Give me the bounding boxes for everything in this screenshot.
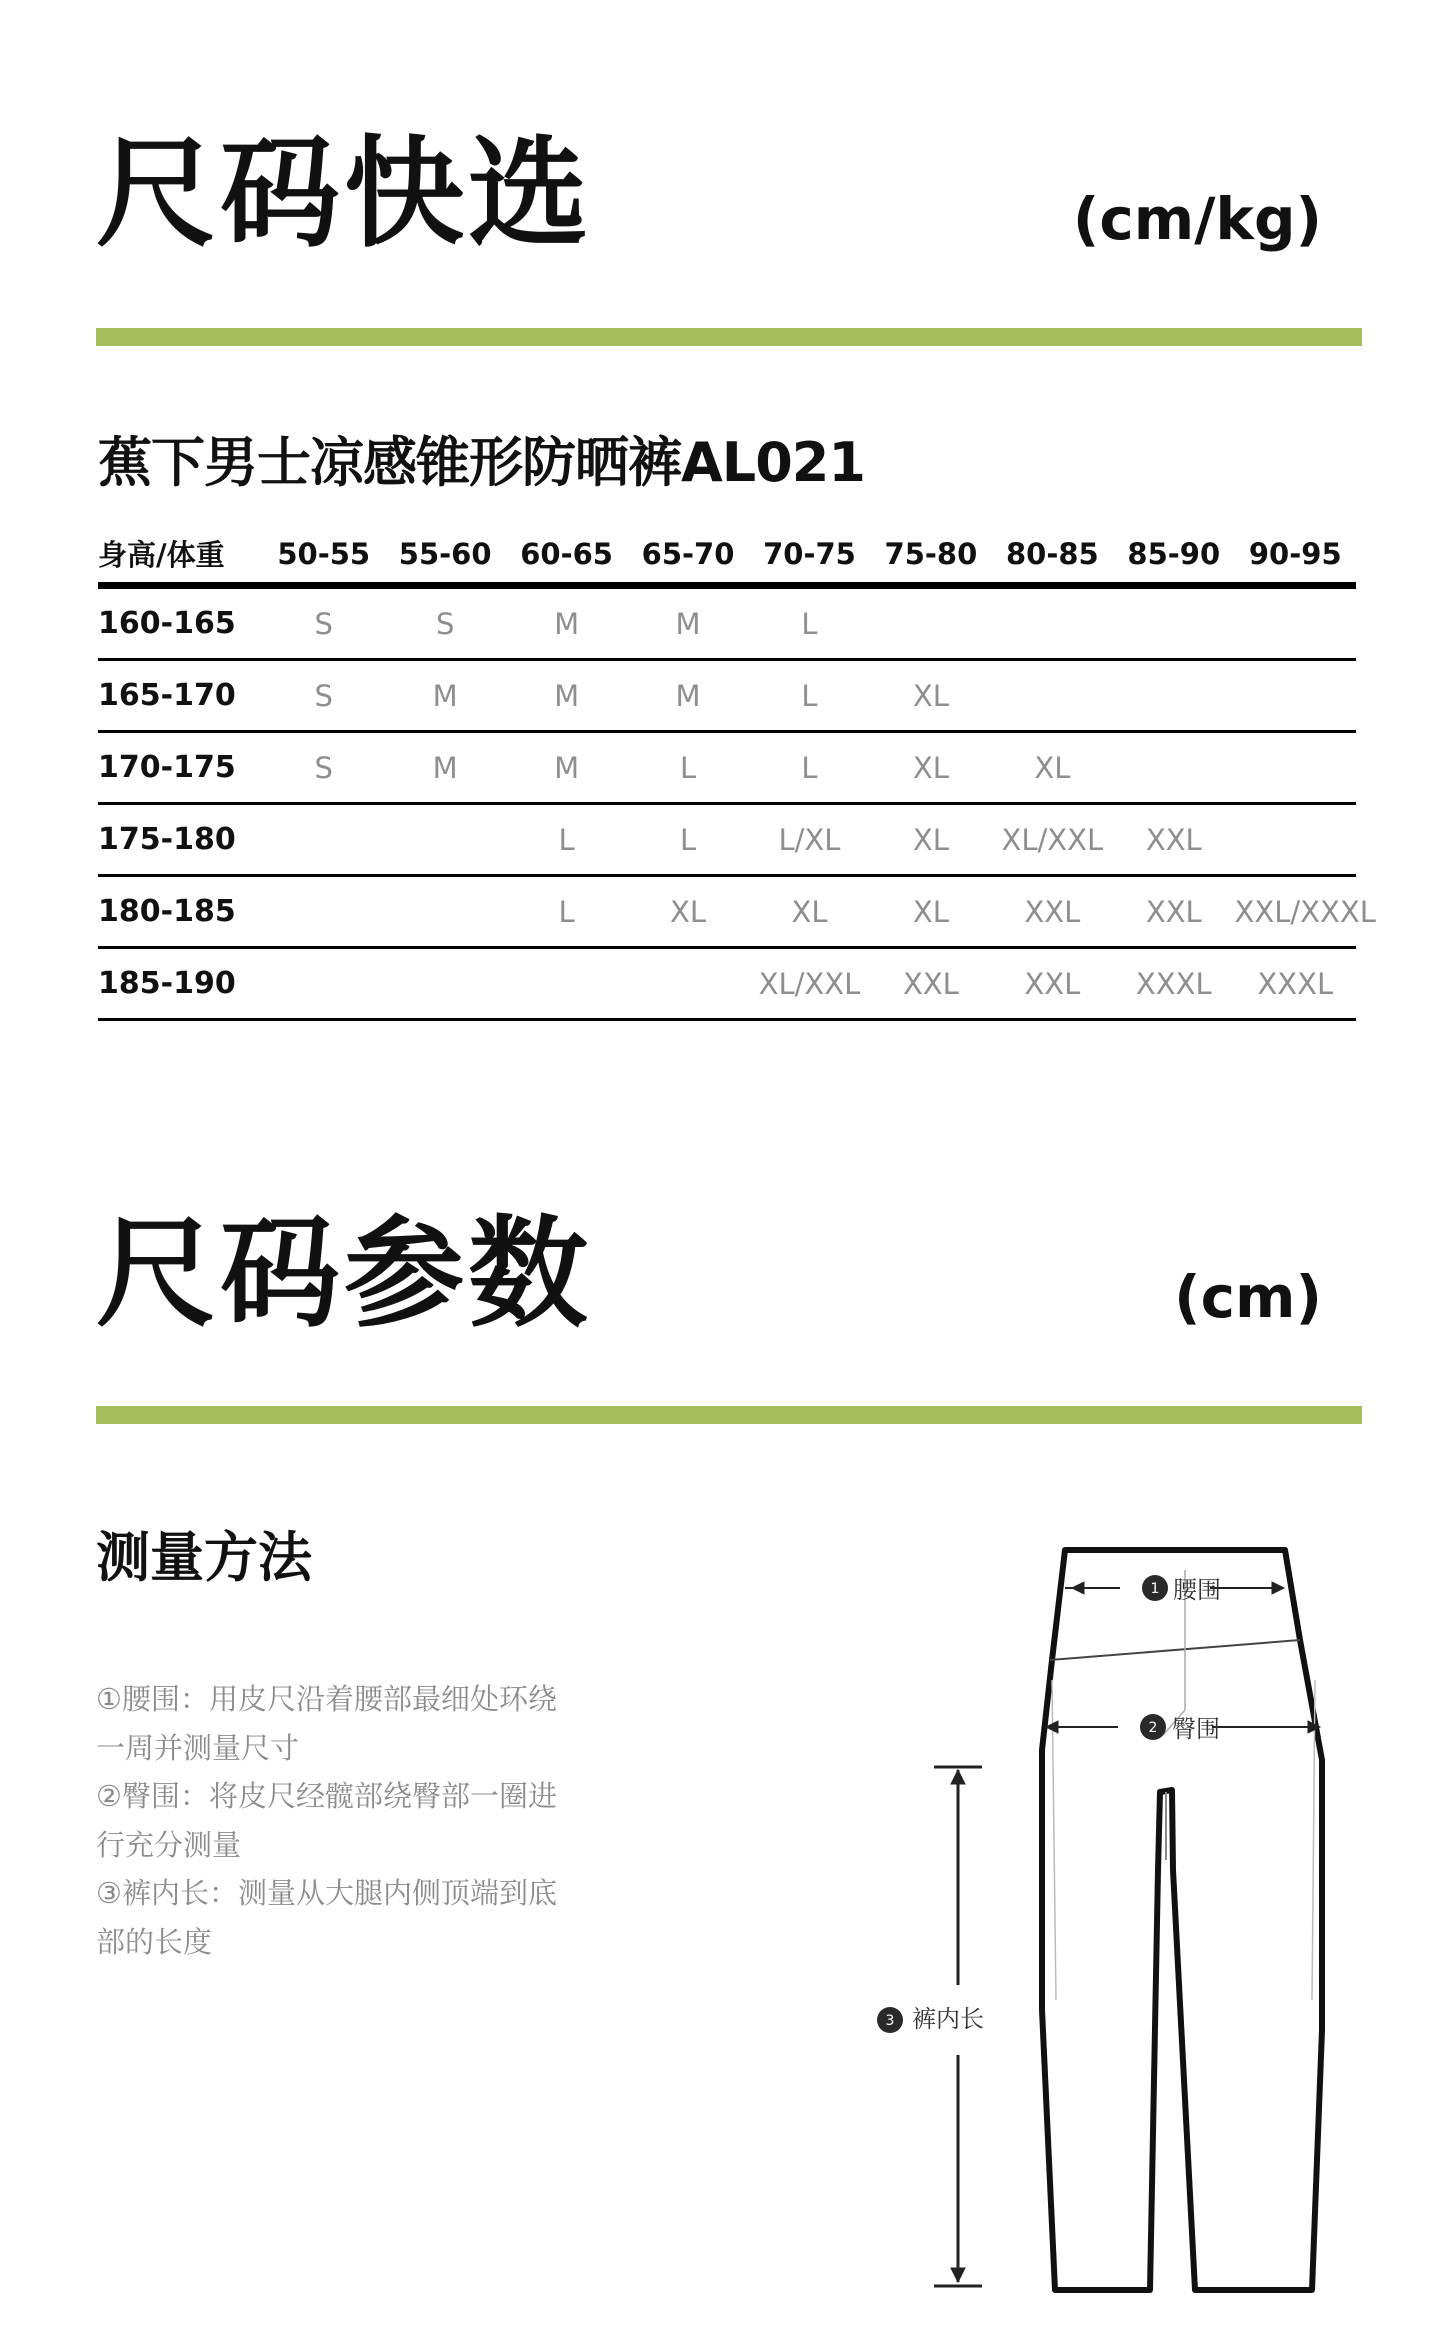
measure-method-title: 测量方法	[96, 1526, 312, 1589]
inseam-label: 裤内长	[912, 2005, 984, 2033]
size-cell	[992, 660, 1113, 732]
hip-number: 2	[1148, 1720, 1158, 1736]
hip-label: 臀围	[1172, 1715, 1220, 1743]
waist-label: 腰围	[1173, 1576, 1221, 1604]
size-cell: L	[749, 660, 870, 732]
instruction-line: ①腰围：用皮尺沿着腰部最细处环绕	[96, 1682, 557, 1716]
size-cell	[627, 948, 748, 1020]
size-cell: L	[506, 876, 627, 948]
weight-header: 85-90	[1113, 525, 1234, 586]
size-cell: XXXL	[1235, 948, 1357, 1020]
size-params-title: 尺码参数	[96, 1205, 592, 1344]
size-cell: M	[627, 586, 748, 660]
pants-measurement-diagram	[860, 1530, 1340, 2310]
weight-header: 80-85	[992, 525, 1113, 586]
size-cell	[1113, 732, 1234, 804]
size-cell: XL	[870, 804, 991, 876]
size-cell	[506, 948, 627, 1020]
size-cell: XL	[627, 876, 748, 948]
height-range-cell: 180-185	[98, 876, 263, 948]
corner-label: 身高/体重	[98, 525, 263, 586]
size-cell: M	[506, 732, 627, 804]
size-cell: XL	[749, 876, 870, 948]
weight-header: 75-80	[870, 525, 991, 586]
instruction-line: 行充分测量	[96, 1827, 242, 1862]
size-cell: L/XL	[749, 804, 870, 876]
size-cell: M	[384, 732, 505, 804]
size-cell	[263, 876, 384, 948]
size-cell	[384, 876, 505, 948]
instruction-line: 部的长度	[96, 1924, 213, 1959]
size-cell: XXL/XXXL	[1235, 876, 1357, 948]
quick-size-unit: (cm/kg)	[1072, 185, 1322, 253]
size-cell: XL/XXL	[992, 804, 1113, 876]
height-range-cell: 160-165	[98, 586, 263, 660]
size-chart-body	[98, 586, 1376, 1020]
weight-header: 50-55	[263, 525, 384, 586]
size-cell: XXL	[870, 948, 991, 1020]
size-cell	[1235, 586, 1357, 660]
height-range-cell: 165-170	[98, 660, 263, 732]
waist-number: 1	[1150, 1581, 1160, 1597]
size-cell: XXL	[992, 948, 1113, 1020]
size-cell: M	[627, 660, 748, 732]
size-cell: L	[627, 732, 748, 804]
size-cell: L	[506, 804, 627, 876]
height-range-cell: 170-175	[98, 732, 263, 804]
size-cell: XL	[992, 732, 1113, 804]
size-cell: XXXL	[1113, 948, 1234, 1020]
size-cell: XXL	[1113, 804, 1234, 876]
size-cell: XL	[870, 876, 991, 948]
size-cell	[384, 804, 505, 876]
weight-header: 55-60	[384, 525, 505, 586]
size-cell	[1235, 732, 1357, 804]
quick-size-title: 尺码快选	[96, 125, 592, 264]
height-range-cell: 185-190	[98, 948, 263, 1020]
size-cell: M	[506, 660, 627, 732]
size-chart-row	[98, 660, 1356, 732]
size-cell: XL/XXL	[749, 948, 870, 1020]
size-chart-row	[98, 804, 1356, 876]
size-cell: XL	[870, 732, 991, 804]
instruction-line: ②臀围：将皮尺经髋部绕臀部一圈进	[96, 1779, 557, 1813]
size-cell	[1235, 660, 1357, 732]
section-divider-bar	[96, 1406, 1362, 1424]
size-cell	[263, 804, 384, 876]
size-cell: S	[263, 660, 384, 732]
size-cell: L	[627, 804, 748, 876]
size-chart-row	[98, 876, 1356, 948]
size-cell: XXL	[1113, 876, 1234, 948]
size-cell: M	[384, 660, 505, 732]
pants-outline-icon	[1042, 1550, 1322, 2290]
instruction-line: ③裤内长：测量从大腿内侧顶端到底	[96, 1876, 557, 1910]
instruction-line: 一周并测量尺寸	[96, 1730, 300, 1765]
size-cell: S	[263, 732, 384, 804]
size-cell: S	[263, 586, 384, 660]
size-cell	[992, 586, 1113, 660]
size-cell: S	[384, 586, 505, 660]
weight-header: 90-95	[1235, 525, 1357, 586]
size-cell: L	[749, 732, 870, 804]
height-range-cell: 175-180	[98, 804, 263, 876]
size-cell: XXL	[992, 876, 1113, 948]
size-cell	[1113, 660, 1234, 732]
size-chart-row	[98, 586, 1356, 660]
size-params-unit: (cm)	[1174, 1263, 1322, 1331]
weight-header: 65-70	[627, 525, 748, 586]
size-chart-table	[98, 525, 1376, 1021]
size-cell	[384, 948, 505, 1020]
measure-instructions	[96, 1675, 556, 1966]
weight-header: 70-75	[749, 525, 870, 586]
size-cell	[1113, 586, 1234, 660]
inseam-number: 3	[885, 2013, 895, 2029]
size-cell: M	[506, 586, 627, 660]
weight-header: 60-65	[506, 525, 627, 586]
size-cell	[1235, 804, 1357, 876]
product-name: 蕉下男士凉感锥形防晒裤AL021	[98, 431, 865, 494]
size-chart-row	[98, 948, 1356, 1020]
section-divider-bar	[96, 328, 1362, 346]
size-cell: XL	[870, 660, 991, 732]
size-chart-row	[98, 732, 1356, 804]
size-cell: L	[749, 586, 870, 660]
size-cell	[870, 586, 991, 660]
size-cell	[263, 948, 384, 1020]
size-chart-header-row	[98, 525, 1356, 586]
